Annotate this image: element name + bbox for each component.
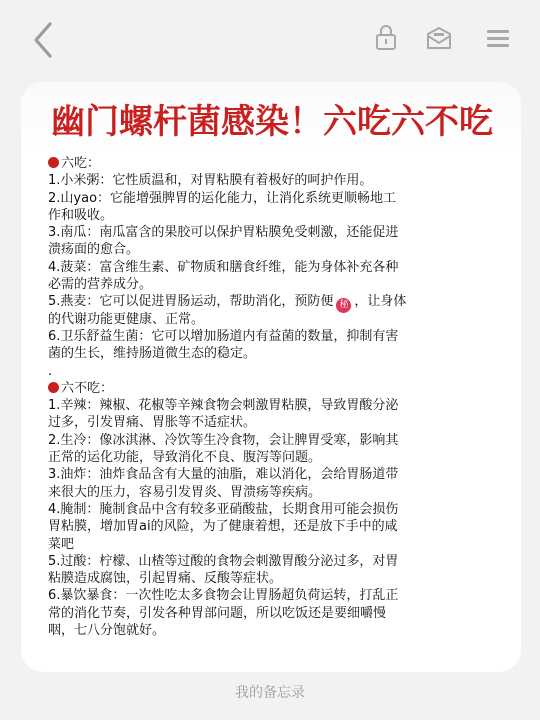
- hamburger-menu-icon[interactable]: [484, 24, 512, 52]
- note-line: 粘膜造成腐蚀，引起胃痛、反酸等症状。: [48, 571, 283, 587]
- note-line: 1.辛辣：辣椒、花椒等辛辣食物会刺激胃粘膜，导致胃酸分泌: [48, 398, 399, 414]
- top-toolbar: [0, 0, 540, 72]
- note-line: 常的消化节奏，引发各种胃部问题，所以吃饭还是要细嚼慢: [48, 605, 387, 621]
- note-line: 5.过酸：柠檬、山楂等过酸的食物会刺激胃酸分泌过多，对胃: [48, 553, 399, 569]
- note-line: 菜吧: [48, 536, 75, 552]
- note-line: 正常的运化功能，导致消化不良、腹泻等问题。: [48, 450, 322, 466]
- note-line: 的代谢功能更健康、正常。: [48, 311, 205, 327]
- note-line: 菌的生长，维持肠道微生态的稳定。: [48, 346, 257, 362]
- lock-icon[interactable]: [372, 24, 400, 52]
- note-line: 2.山yao：它能增强脾胃的运化能力，让消化系统更顺畅地工: [48, 190, 397, 206]
- note-line: 4.菠菜：富含维生素、矿物质和膳食纤维，能为身体补充各种: [48, 259, 399, 275]
- note-line: 6.暴饮暴食：一次性吃太多食物会让胃肠超负荷运转，打乱正: [48, 588, 399, 604]
- note-title: 幽门螺杆菌感染！六吃六不吃: [51, 101, 493, 142]
- note-line: 5.燕麦：它可以促进胃肠运动，帮助消化，预防便 秘 ，让身体: [48, 293, 518, 310]
- red-dot-icon: [48, 382, 59, 393]
- note-line: 胃粘膜，增加胃ai的风险，为了健康着想，还是放下手中的咸: [48, 519, 398, 535]
- note-line: 必需的营养成分。: [48, 277, 153, 293]
- note-line: 3.油炸：油炸食品含有大量的油脂，难以消化，会给胃肠道带: [48, 467, 399, 483]
- note-line: 作和吸收。: [48, 207, 114, 223]
- note-line: 溃疡面的愈合。: [48, 242, 140, 258]
- footer-label: 我的备忘录: [235, 685, 305, 701]
- note-line: 来很大的压力，容易引发胃炎、胃溃疡等疾病。: [48, 484, 322, 500]
- note-line: 6.卫乐舒益生菌：它可以增加肠道内有益菌的数量，抑制有害: [48, 328, 399, 344]
- note-line: .: [48, 363, 53, 379]
- note-content[interactable]: [48, 155, 518, 639]
- note-line: 咽，七八分饱就好。: [48, 623, 166, 639]
- red-dot-icon: [48, 157, 59, 168]
- note-card: [21, 82, 521, 672]
- note-line: 1.小米粥：它性质温和，对胃粘膜有着极好的呵护作用。: [48, 173, 373, 189]
- chevron-left-icon[interactable]: [26, 20, 62, 60]
- note-line: 3.南瓜：南瓜富含的果胶可以保护胃粘膜免受刺激，还能促进: [48, 225, 399, 241]
- section-heading-avoid: 六不吃：: [48, 380, 518, 397]
- note-line: 2.生冷：像冰淇淋、冷饮等生冷食物，会让脾胃受寒，影响其: [48, 432, 399, 448]
- secret-badge: 秘: [336, 298, 351, 313]
- mail-icon[interactable]: [425, 24, 453, 52]
- note-line: 4.腌制：腌制食品中含有较多亚硝酸盐，长期食用可能会损伤: [48, 501, 399, 517]
- section-heading-eat: 六吃：: [48, 155, 518, 172]
- note-line: 过多，引发胃痛、胃胀等不适症状。: [48, 415, 257, 431]
